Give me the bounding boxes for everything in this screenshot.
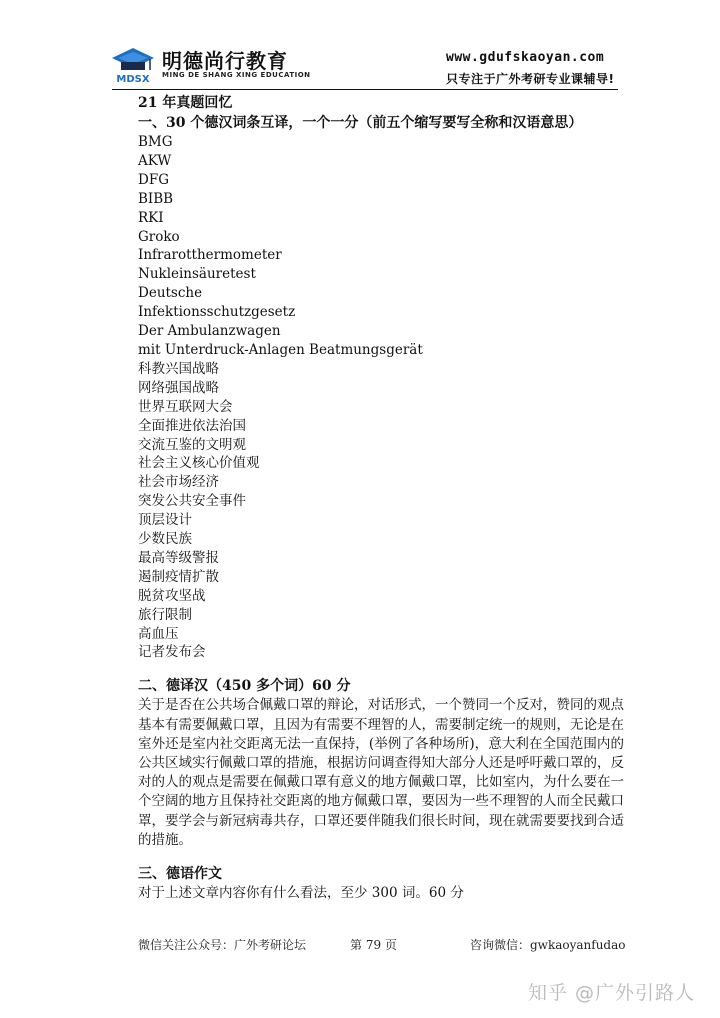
term-item: 世界互联网大会 [138, 398, 233, 415]
section3-paragraph: 对于上述文章内容你有什么看法，至少 300 词。60 分 [138, 885, 464, 901]
footer-wechat-account: 微信关注公众号：广外考研论坛 [138, 938, 307, 952]
term-item: 全面推进依法治国 [138, 417, 246, 434]
logo-text: MDSX [116, 74, 150, 85]
term-item: 高血压 [138, 625, 179, 642]
term-item: 旅行限制 [138, 606, 192, 623]
section2-heading: 二、德译汉（450 多个词）60 分 [138, 678, 351, 695]
term-item: 最高等级警报 [138, 549, 219, 566]
slogan: 只专注于广外考研专业课辅导! [446, 72, 615, 86]
term-list [138, 133, 624, 662]
term-item: Deutsche [138, 285, 203, 302]
term-item: 社会主义核心价值观 [138, 455, 260, 472]
term-item: 遏制疫情扩散 [138, 568, 219, 585]
document-title: 21 年真题回忆 [138, 95, 233, 111]
term-item: Der Ambulanzwagen [138, 323, 281, 340]
term-item: Nukleinsäuretest [138, 266, 256, 283]
term-item: 少数民族 [138, 531, 192, 548]
term-item: 网络强国战略 [138, 379, 219, 396]
footer-contact: 咨询微信：gwkaoyanfudao [470, 938, 626, 952]
term-item: 交流互鉴的文明观 [138, 436, 246, 453]
document-body [138, 93, 624, 903]
brand-name-cn: 明德尚行教育 [162, 49, 288, 73]
header-divider [112, 89, 618, 90]
page-header [0, 0, 720, 92]
site-url: www.gdufskaoyan.com [446, 50, 605, 65]
section2-paragraph: 关于是否在公共场合佩戴口罩的辩论，对话形式，一个赞同一个反对，赞同的观点基本有需要佩戴口罩，且因为有需要不理智的人，需要制定统一的规则，无论是在室外还是室内社交距离无法一直保持，(举例了各种场所)，意大利在全国范围内的公共区域实行佩戴口罩的措施，根据访问调查得知大部分人还是呼吁戴口罩的，反对的人的观点是需要在佩戴口罩有意义的地方佩戴口罩，比如室内，为什么要在一个空阔的地方且保持社交距离的地方佩戴口罩，要因为一些不理智的人而全民戴口罩，要学会与新冠病毒共存，口罩还要伴随我们很长时间，现在就需要要找到合适的措施。 [138, 697, 624, 848]
term-item: BMG [138, 134, 173, 150]
term-item: 社会市场经济 [138, 474, 219, 491]
brand-name-en: MING DE SHANG XING EDUCATION [162, 71, 311, 79]
term-item: 记者发布会 [138, 644, 206, 661]
term-item: RKI [138, 209, 164, 226]
page-number: 第 79 页 [350, 938, 397, 952]
term-item: 顶层设计 [138, 512, 192, 529]
term-item: BIBB [138, 190, 174, 207]
section1-heading: 一、30 个德汉词条互译，一个一分（前五个缩写要写全称和汉语意思） [138, 115, 583, 131]
term-item: AKW [138, 152, 172, 169]
term-item: 科教兴国战略 [138, 360, 219, 377]
section3-heading: 三、德语作文 [138, 866, 222, 882]
term-item: 脱贫攻坚战 [138, 587, 206, 604]
term-item: DFG [138, 171, 169, 188]
term-item: mit Unterdruck-Anlagen Beatmungsgerät [138, 341, 423, 358]
term-item: Infektionsschutzgesetz [138, 304, 296, 321]
term-item: Infrarotthermometer [138, 247, 282, 264]
term-item: Groko [138, 228, 180, 245]
term-item: 突发公共安全事件 [138, 493, 246, 510]
graduation-cap-logo-icon [110, 46, 156, 86]
zhihu-watermark: 知乎 @广外引路人 [528, 982, 696, 1004]
